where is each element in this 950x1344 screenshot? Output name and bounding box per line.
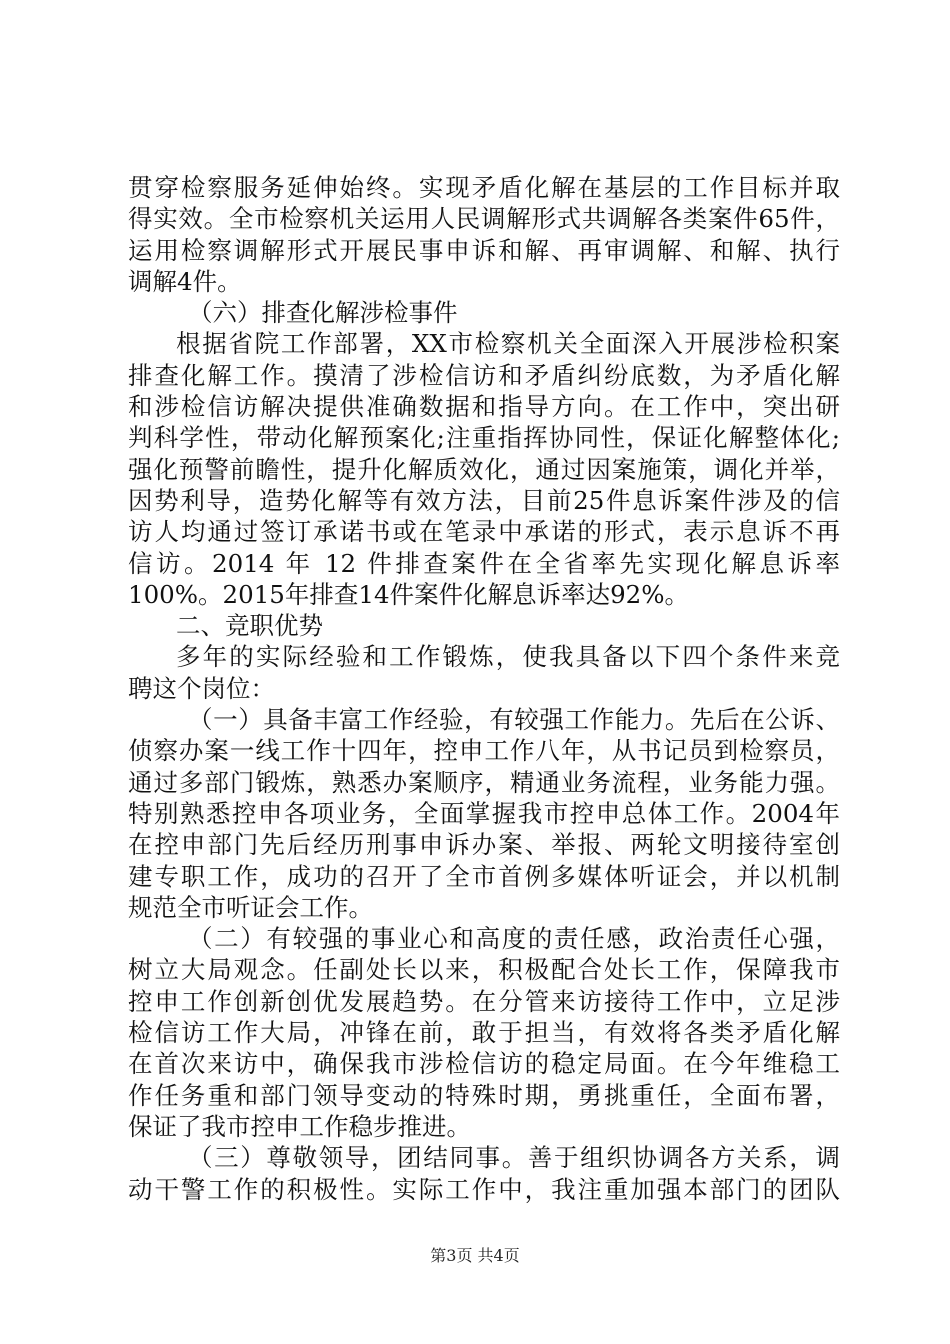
text-line: 调解4件。 xyxy=(128,266,242,296)
text-line: （一）具备丰富工作经验，有较强工作能力。先后在公诉、 xyxy=(188,705,840,735)
text-line: （三）尊敬领导，团结同事。善于组织协调各方关系，调 xyxy=(188,1143,840,1173)
text-line: 控申工作创新创优发展趋势。在分管来访接待工作中，立足涉 xyxy=(128,986,840,1016)
text-line: 强化预警前瞻性，提升化解质效化，通过因案施策，调化并举， xyxy=(128,454,840,484)
text-line: （六）排查化解涉检事件 xyxy=(188,298,458,328)
text-line: 在首次来访中，确保我市涉检信访的稳定局面。在今年维稳工 xyxy=(128,1049,840,1079)
text-line: 多年的实际经验和工作锻炼，使我具备以下四个条件来竞 xyxy=(176,642,840,672)
text-line: 信访。2014 年 12 件排查案件在全省率先实现化解息诉率 xyxy=(128,548,840,578)
text-line: 保证了我市控申工作稳步推进。 xyxy=(128,1111,471,1141)
text-line: 和涉检信访解决提供准确数据和指导方向。在工作中，突出研 xyxy=(128,392,840,422)
text-line: 通过多部门锻炼，熟悉办案顺序，精通业务流程，业务能力强。 xyxy=(128,767,840,797)
text-line: 排查化解工作。摸清了涉检信访和矛盾纠纷底数，为矛盾化解 xyxy=(128,360,840,390)
document-body xyxy=(128,172,840,1205)
text-line: 运用检察调解形式开展民事申诉和解、再审调解、和解、执行 xyxy=(128,235,840,265)
text-line: 规范全市听证会工作。 xyxy=(128,892,373,922)
text-line: 作任务重和部门领导变动的特殊时期，勇挑重任，全面布署， xyxy=(128,1080,840,1110)
text-line: 因势利导，造势化解等有效方法，目前25件息诉案件涉及的信 xyxy=(128,485,840,515)
text-line: 特别熟悉控申各项业务，全面掌握我市控申总体工作。2004年 xyxy=(128,798,840,828)
text-line: 聘这个岗位： xyxy=(128,673,275,703)
text-line: 检信访工作大局，冲锋在前，敢于担当，有效将各类矛盾化解 xyxy=(128,1018,840,1048)
text-line: 贯穿检察服务延伸始终。实现矛盾化解在基层的工作目标并取 xyxy=(128,173,840,202)
text-line: 动干警工作的积极性。实际工作中，我注重加强本部门的团队 xyxy=(128,1174,840,1204)
text-line: （二）有较强的事业心和高度的责任感，政治责任心强， xyxy=(188,924,840,954)
text-line: 根据省院工作部署，XX市检察机关全面深入开展涉检积案 xyxy=(176,329,840,359)
text-line: 100%。2015年排查14件案件化解息诉率达92%。 xyxy=(128,579,690,609)
text-line: 在控申部门先后经历刑事申诉办案、举报、两轮文明接待室创 xyxy=(128,830,840,860)
text-line: 树立大局观念。任副处长以来，积极配合处长工作，保障我市 xyxy=(128,955,840,985)
text-line: 得实效。全市检察机关运用人民调解形式共调解各类案件65件， xyxy=(128,204,840,234)
text-line: 建专职工作，成功的召开了全市首例多媒体听证会，并以机制 xyxy=(128,861,840,891)
text-line: 访人均通过签订承诺书或在笔录中承诺的形式，表示息诉不再 xyxy=(128,517,840,547)
page-footer: 第3页 共4页 xyxy=(430,1246,520,1265)
text-line: 判科学性，带动化解预案化;注重指挥协同性，保证化解整体化; xyxy=(128,423,840,453)
text-line: 二、竞职优势 xyxy=(176,611,323,641)
text-line: 侦察办案一线工作十四年，控申工作八年，从书记员到检察员， xyxy=(128,736,840,766)
